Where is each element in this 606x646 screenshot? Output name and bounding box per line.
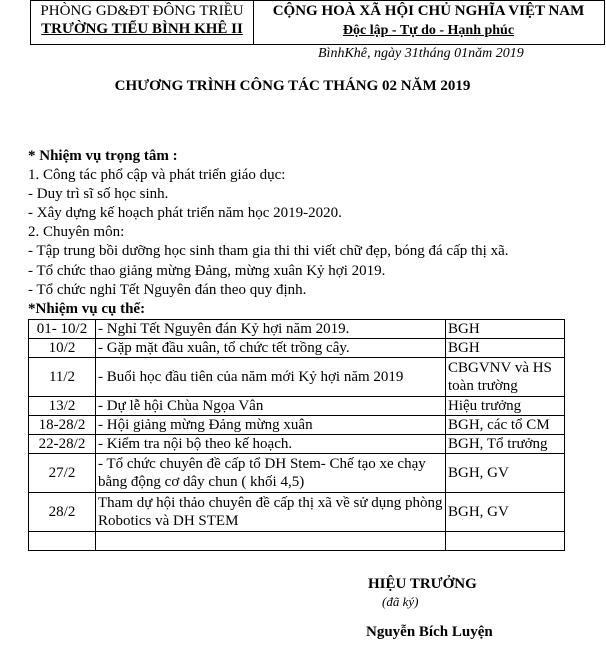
table-row	[29, 397, 565, 416]
key-tasks-heading: * Nhiệm vụ trọng tâm :	[28, 148, 178, 164]
body-line: - Tổ chức thao giảng mừng Đảng, mừng xuân Kỷ hợi 2019.	[28, 262, 386, 279]
schedule-date: 28/2	[29, 493, 96, 532]
document-date: BìnhKhê, ngày 31tháng 01năm 2019	[318, 46, 524, 61]
table-row	[29, 493, 565, 532]
schedule-owner: BGH, Tổ trưởng	[446, 435, 565, 454]
schedule-task: - Buổi học đầu tiên của năm mới Kỷ hợi năm 2019	[96, 358, 446, 397]
schedule-owner: BGH	[446, 320, 565, 339]
schedule-owner: BGH	[446, 339, 565, 358]
schedule-owner	[446, 532, 565, 551]
national-motto: Độc lập - Tự do - Hạnh phúc	[342, 23, 515, 38]
schedule-owner: BGH, GV	[446, 454, 565, 493]
table-row	[29, 416, 565, 435]
schedule-task: - Dự lễ hội Chùa Ngọa Vân	[96, 397, 446, 416]
schedule-date: 13/2	[29, 397, 96, 416]
schedule-date	[29, 532, 96, 551]
schedule-task: - Kiểm tra nội bộ theo kế hoạch.	[96, 435, 446, 454]
body-line: 2. Chuyên môn:	[28, 224, 125, 241]
table-row	[29, 435, 565, 454]
body-line: - Duy trì sĩ số học sinh.	[28, 186, 169, 203]
schedule-owner: BGH, GV	[446, 493, 565, 532]
body-line: - Tập trung bồi dưỡng học sinh tham gia thi thi viết chữ đẹp, bóng đá cấp thị xã.	[28, 243, 509, 260]
body-line: - Tổ chức nghỉ Tết Nguyên đán theo quy định.	[28, 281, 307, 298]
schedule-task: - Hội giảng mừng Đảng mừng xuân	[96, 416, 446, 435]
agency-block	[30, 0, 254, 45]
table-row	[29, 532, 565, 551]
table-row	[29, 454, 565, 493]
schedule-task: - Tổ chức chuyên đề cấp tổ DH Stem- Chế tạo xe chạy bằng động cơ dây chun ( khối 4,5)	[96, 454, 446, 493]
specific-tasks-heading: *Nhiệm vụ cụ thể:	[28, 300, 146, 317]
schedule-task: - Gặp mặt đầu xuân, tổ chức tết trồng cây.	[96, 339, 446, 358]
body-section	[28, 147, 588, 319]
schedule-task	[96, 532, 446, 551]
document-header	[30, 0, 605, 44]
schedule-date: 01- 10/2	[29, 320, 96, 339]
school-name: TRƯỜNG TIỂU BÌNH KHÊ II	[41, 21, 243, 37]
signer-role: HIỆU TRƯỞNG	[368, 576, 477, 592]
signer-name: Nguyễn Bích Luyện	[366, 624, 493, 640]
table-row	[29, 358, 565, 397]
schedule-owner: Hiệu trưởng	[446, 397, 565, 416]
table-row	[29, 320, 565, 339]
department-name: PHÒNG GD&ĐT ĐÔNG TRIỀU	[40, 3, 244, 19]
schedule-task: Tham dự hội thảo chuyên đề cấp thị xã về sử dụng phòng Robotics và DH STEM	[96, 493, 446, 532]
signed-note: (đã ký)	[382, 594, 419, 609]
schedule-task: - Nghỉ Tết Nguyên đán Kỷ hợi năm 2019.	[96, 320, 446, 339]
schedule-date: 11/2	[29, 358, 96, 397]
nation-name: CỘNG HOÀ XÃ HỘI CHỦ NGHĨA VIỆT NAM	[272, 3, 585, 19]
table-row	[29, 339, 565, 358]
document-title: CHƯƠNG TRÌNH CÔNG TÁC THÁNG 02 NĂM 2019	[114, 78, 471, 94]
schedule-date: 27/2	[29, 454, 96, 493]
national-block	[253, 0, 605, 45]
schedule-owner: BGH, các tổ CM	[446, 416, 565, 435]
schedule-date: 10/2	[29, 339, 96, 358]
schedule-date: 18-28/2	[29, 416, 96, 435]
body-line: 1. Công tác phổ cập và phát triển giáo dục:	[28, 167, 286, 184]
body-line: - Xây dựng kế hoạch phát triển năm học 2019-2020.	[28, 205, 342, 222]
schedule-table	[28, 319, 565, 551]
schedule-date: 22-28/2	[29, 435, 96, 454]
schedule-owner: CBGVNV và HS toàn trường	[446, 358, 565, 397]
